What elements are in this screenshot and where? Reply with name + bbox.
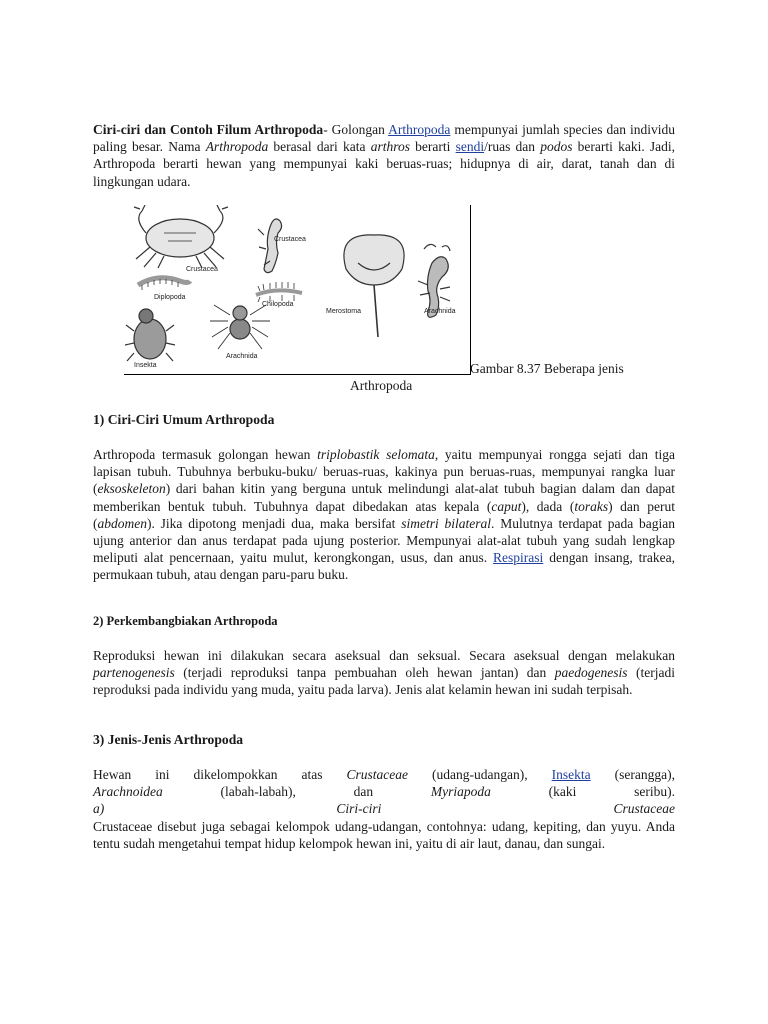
section3-subheading-crustaceae: Crustaceae xyxy=(613,801,676,817)
intro-title: Ciri-ciri dan Contoh Filum Arthropoda xyxy=(93,122,324,137)
section3-text: Hewan ini dikelompokkan atas xyxy=(93,767,347,782)
figure-caption-line2: Arthropoda xyxy=(350,378,413,393)
label-crustacea-left: Crustacea xyxy=(186,266,218,273)
arthropoda-illustration xyxy=(124,205,470,374)
section1-italic: abdomen xyxy=(97,515,147,531)
label-insekta: Insekta xyxy=(134,362,157,369)
label-chilopoda: Chilopoda xyxy=(262,301,294,308)
intro-italic: Arthropoda xyxy=(205,139,269,155)
section3-text: (serangga), xyxy=(590,767,675,782)
section1-italic: toraks xyxy=(574,498,609,514)
section2-italic: partenogenesis xyxy=(93,665,175,681)
section3-text: (kaki seribu). xyxy=(490,784,676,800)
section1-text: Arthropoda termasuk golongan hewan xyxy=(93,447,318,462)
section3-subheading-marker: a) xyxy=(93,801,105,817)
section1-text: ) dari bahan kitin yang berguna untuk melindungi alat-alat tubuh bagian dalam dan dapat memberikan bentuk tubuh. Tubuhnya dapat dibedakan atas kepala ( xyxy=(93,481,675,514)
section3-italic: Arachnoidea xyxy=(93,784,163,800)
section2-text: (terjadi reproduksi pada individu yang muda, yaitu pada larva). Jenis alat kelamin hewan ini sudah terpisah. xyxy=(93,665,675,698)
figure-caption-line1: Gambar 8.37 Beberapa jenis xyxy=(470,361,624,376)
section3-subheading-ciri: Ciri-ciri xyxy=(336,801,382,817)
section3-paragraph xyxy=(93,766,675,852)
section3-italic: Myriapoda xyxy=(430,784,491,800)
centipede-drawing xyxy=(256,282,302,302)
section1-text: ), dada ( xyxy=(521,498,575,514)
section1-italic: simetri bilateral xyxy=(401,515,492,531)
section2-text: Reproduksi hewan ini dilakukan secara aseksual dan seksual. Secara aseksual dengan melakukan xyxy=(93,648,675,663)
intro-italic: arthros xyxy=(370,139,410,155)
section1-italic: triplobastik selomata, xyxy=(317,447,439,462)
spider-drawing xyxy=(210,305,270,349)
intro-text: /ruas dan xyxy=(484,139,541,155)
section1-text: . Mulutnya terdapat pada bagian ujung anterior dan anus terdapat pada ujung posterior. Mempunyai alat-alat tubuh yang sudah lengkap meliputi alat pencernaan, yaitu mulut, kerongkongan, usus, dan anus. xyxy=(93,515,676,566)
section1-italic: caput xyxy=(491,498,522,514)
label-merostoma: Merostoma xyxy=(326,308,362,315)
intro-text: berasal dari kata xyxy=(268,139,371,155)
respirasi-link[interactable]: Respirasi xyxy=(493,550,544,566)
section2-heading: 2) Perkembangbiakan Arthropoda xyxy=(93,614,278,628)
section1-text: dengan insang, trakea, permukaan tubuh, atau dengan paru-paru buku. xyxy=(93,550,676,583)
insekta-link[interactable]: Insekta xyxy=(551,767,591,782)
scorpion-drawing xyxy=(418,244,450,317)
label-arachnida-right: Arachnida xyxy=(424,308,456,315)
section1-text: ). Jika dipotong menjadi dua, maka bersifat xyxy=(147,515,402,531)
sendi-link[interactable]: sendi xyxy=(455,139,485,155)
label-arachnida-bottom: Arachnida xyxy=(226,353,258,360)
intro-paragraph xyxy=(93,121,675,190)
arthropoda-figure xyxy=(124,205,471,375)
intro-text: mempunyai jumlah species dan individu paling besar. Nama xyxy=(93,122,675,155)
label-diplopoda: Diplopoda xyxy=(154,294,186,301)
horseshoe-crab-drawing xyxy=(344,235,404,337)
intro-italic: podos xyxy=(540,139,573,155)
section2-italic: paedogenesis xyxy=(554,665,628,681)
section3-line3 xyxy=(93,800,675,817)
section3-italic: Crustaceae xyxy=(346,767,409,782)
intro-text: - Golongan xyxy=(323,122,389,137)
section1-text: ) dan perut ( xyxy=(93,498,675,531)
section2-paragraph xyxy=(93,647,675,699)
crab-drawing xyxy=(134,205,228,268)
section1-text: yaitu mempunyai rongga sejati dan tiga lapisan tubuh. Tubuhnya berbuku-buku/ beruas-ruas, kakinya pun beruas-ruas, mempunyai rangka luar ( xyxy=(93,447,675,497)
intro-text: berarti xyxy=(409,139,456,155)
label-crustacea-top: Crustacea xyxy=(274,236,306,243)
section2-text: (terjadi reproduksi tanpa pembuahan oleh hewan jantan) dan xyxy=(174,665,555,681)
section3-line2 xyxy=(93,783,675,800)
beetle-drawing xyxy=(125,309,175,361)
lobster-drawing xyxy=(258,219,282,273)
section3-body: Crustaceae disebut juga sebagai kelompok udang-udangan, contohnya: udang, kepiting, dan yuyu. Anda tentu sudah mengetahui tempat hidup kelompok hewan ini, yaitu di air laut, danau, dan sungai. xyxy=(93,818,675,851)
arthropoda-link[interactable]: Arthropoda xyxy=(388,122,451,137)
section3-heading: 3) Jenis-Jenis Arthropoda xyxy=(93,732,244,747)
section1-heading: 1) Ciri-Ciri Umum Arthropoda xyxy=(93,412,275,427)
section3-line1 xyxy=(93,766,675,783)
section1-paragraph xyxy=(93,446,675,584)
section3-text: (udang-udangan), xyxy=(408,767,552,782)
section1-italic: eksoskeleton xyxy=(97,481,166,497)
section3-text: (labah-labah), dan xyxy=(162,784,431,800)
intro-text: berarti kaki. Jadi, Arthropoda berarti hewan yang mempunyai kaki beruas-ruas; hidupnya di air, darat, tanah dan di lingkungan udara. xyxy=(93,139,676,189)
millipede-drawing xyxy=(138,278,190,290)
